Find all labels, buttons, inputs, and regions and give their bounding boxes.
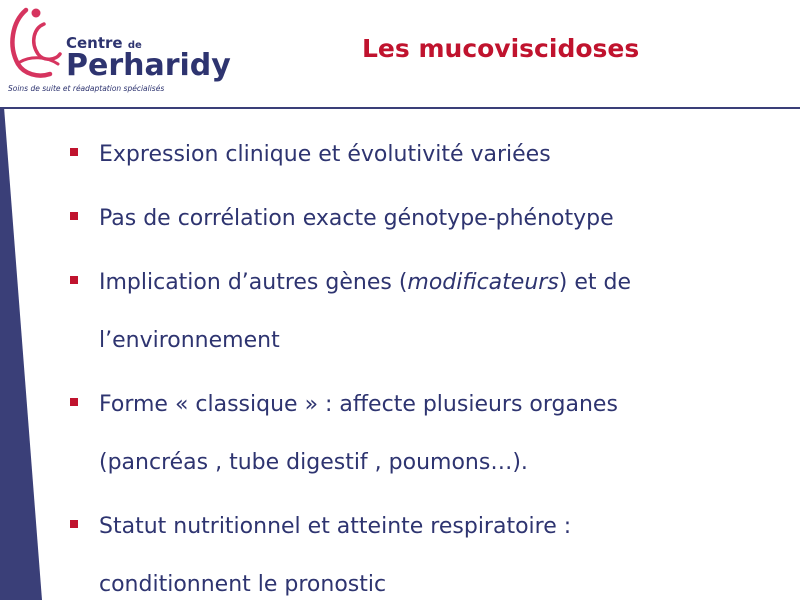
bullet-text-line1: Forme « classique » : affecte plusieurs organes	[99, 392, 618, 417]
bullet-square-icon	[70, 398, 78, 406]
bullet-item	[68, 190, 768, 248]
logo-figure-icon	[4, 4, 74, 90]
bullet-item	[68, 254, 768, 370]
bullet-item	[68, 126, 768, 184]
header-divider-line	[0, 107, 800, 109]
bullet-text-line2: l’environnement	[99, 328, 280, 353]
logo-tagline: Soins de suite et réadaptation spécialisés	[8, 84, 165, 93]
logo-perharidy-text: Perharidy	[66, 48, 231, 83]
bullet-square-icon	[70, 148, 78, 156]
centre-perharidy-logo	[4, 4, 231, 100]
bullet-text-segment: ) et de	[558, 270, 632, 295]
bullet-item	[68, 376, 768, 492]
bullet-item	[68, 498, 768, 600]
bullet-text: Pas de corrélation exacte génotype-phénotype	[99, 206, 614, 231]
bullet-square-icon	[70, 520, 78, 528]
logo-centre-de-text: Centre de	[66, 34, 142, 52]
left-band-shape	[0, 107, 42, 600]
bullet-text-line2: conditionnent le pronostic	[99, 572, 387, 597]
bullet-text-line1: Statut nutritionnel et atteinte respiratoire :	[99, 514, 572, 539]
slide-title: Les mucoviscidoses	[362, 34, 640, 63]
bullet-text-italic: modificateurs	[407, 270, 559, 295]
bullet-square-icon	[70, 276, 78, 284]
bullet-text-line1	[99, 254, 768, 312]
bullet-list	[68, 126, 768, 600]
bullet-square-icon	[70, 212, 78, 220]
bullet-text-line2: (pancréas , tube digestif , poumons…).	[99, 450, 528, 475]
bullet-text: Expression clinique et évolutivité variées	[99, 142, 551, 167]
bullet-text-segment: Implication d’autres gènes (	[99, 270, 408, 295]
